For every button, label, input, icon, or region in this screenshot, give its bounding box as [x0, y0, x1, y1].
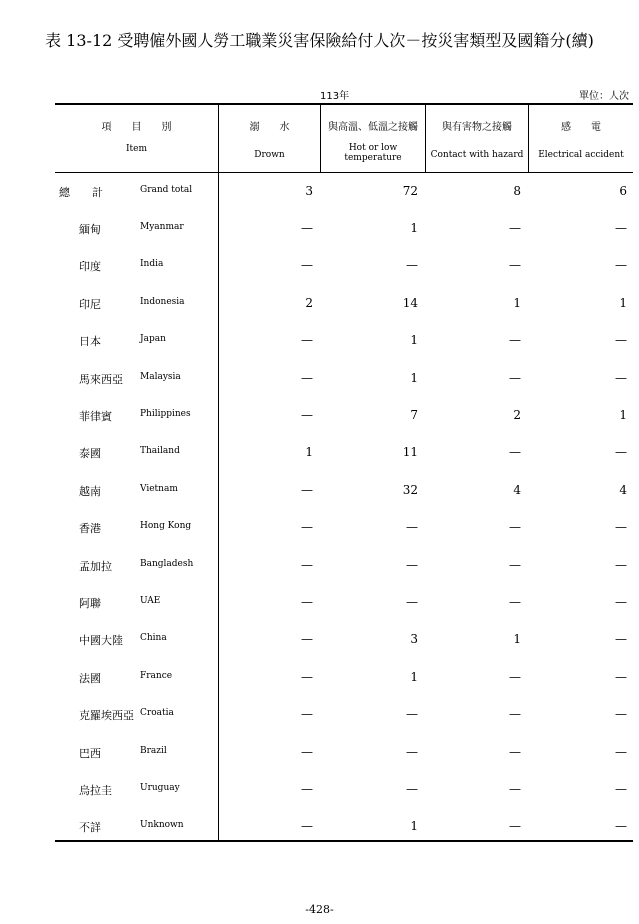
- cell-temperature: —: [406, 782, 418, 796]
- unit-label: 單位：人次: [579, 91, 629, 102]
- cell-hazard: —: [509, 819, 521, 834]
- header-bottom-rule: [55, 172, 633, 173]
- row-label-zh: 法國: [79, 671, 101, 685]
- header-drown-zh: 溺 水: [249, 122, 290, 133]
- cell-drown: —: [301, 482, 313, 497]
- header-temperature-en: Hot or low temperature: [344, 143, 402, 163]
- cell-drown: —: [301, 632, 313, 647]
- cell-electrical: —: [615, 370, 627, 385]
- row-label-zh: 日本: [79, 335, 101, 349]
- table-row: [55, 330, 633, 350]
- header-electrical-zh: 感 電: [561, 122, 601, 133]
- cell-hazard: —: [509, 744, 521, 759]
- cell-temperature: 1: [410, 819, 418, 834]
- cell-drown: —: [301, 370, 313, 385]
- row-label-en: Indonesia: [140, 296, 185, 307]
- cell-temperature: 1: [410, 370, 418, 385]
- cell-hazard: —: [509, 669, 521, 684]
- table-row: [55, 442, 633, 462]
- row-label-zh: 克羅埃西亞: [79, 709, 134, 723]
- table-row: [55, 629, 633, 649]
- page-number: -428-: [305, 903, 334, 916]
- page-title: 表 13-12 受聘僱外國人勞工職業災害保險給付人次－按災害類型及國籍分(續): [45, 31, 594, 50]
- table-row: [55, 704, 633, 724]
- cell-temperature: —: [406, 707, 418, 722]
- cell-temperature: 14: [402, 295, 418, 310]
- cell-electrical: —: [615, 819, 627, 834]
- row-label-zh: 泰國: [79, 447, 101, 461]
- cell-hazard: —: [509, 520, 521, 535]
- cell-electrical: —: [615, 258, 627, 273]
- cell-electrical: —: [615, 707, 627, 722]
- table-row: [55, 255, 633, 275]
- row-label-zh: 烏拉圭: [79, 784, 112, 797]
- row-label-en: Unknown: [140, 820, 184, 831]
- row-label-en: Uruguay: [140, 783, 180, 793]
- cell-hazard: —: [509, 370, 521, 385]
- cell-temperature: —: [406, 557, 418, 572]
- row-label-en: Croatia: [140, 708, 174, 719]
- row-label-zh: 香港: [79, 522, 101, 536]
- row-label-en: Malaysia: [140, 371, 181, 382]
- header-hazard: [426, 122, 528, 160]
- cell-hazard: —: [509, 707, 521, 722]
- row-label-zh: 印度: [79, 260, 101, 274]
- cell-temperature: 1: [410, 669, 418, 684]
- cell-temperature: 1: [410, 221, 418, 235]
- cell-drown: —: [301, 595, 313, 609]
- cell-temperature: —: [406, 520, 418, 535]
- total-hazard: 8: [513, 184, 521, 198]
- cell-temperature: 3: [410, 632, 418, 647]
- row-label-en: Thailand: [140, 446, 180, 457]
- cell-hazard: 1: [513, 632, 521, 647]
- table-bottom-rule: [55, 840, 633, 842]
- cell-electrical: —: [615, 557, 627, 572]
- row-label-en: France: [140, 670, 173, 681]
- column-divider-1: [218, 104, 219, 841]
- header-hazard-en: Contact with hazard: [430, 150, 524, 160]
- cell-drown: —: [301, 258, 313, 273]
- cell-hazard: —: [509, 445, 521, 460]
- cell-drown: —: [301, 707, 313, 722]
- cell-electrical: 1: [619, 295, 627, 310]
- row-label-en: Bangladesh: [140, 558, 194, 569]
- cell-electrical: —: [615, 221, 627, 235]
- table-row: [55, 816, 633, 836]
- cell-hazard: —: [509, 258, 521, 273]
- cell-electrical: —: [615, 632, 627, 647]
- cell-hazard: 2: [513, 408, 521, 422]
- cell-drown: —: [301, 333, 313, 348]
- cell-drown: —: [301, 520, 313, 535]
- cell-drown: —: [301, 744, 313, 759]
- row-label-zh: 越南: [79, 484, 101, 498]
- header-temperature: [321, 122, 425, 163]
- cell-electrical: —: [615, 744, 627, 759]
- header-item: [55, 122, 218, 154]
- row-label-zh: 印尼: [79, 297, 101, 311]
- table-row-total: [55, 181, 633, 201]
- table-top-rule: [55, 103, 633, 105]
- cell-drown: —: [301, 782, 313, 796]
- row-label-zh: 阿聯: [79, 597, 101, 610]
- table-row: [55, 742, 633, 762]
- table-row: [55, 293, 633, 313]
- cell-electrical: —: [615, 782, 627, 796]
- cell-electrical: —: [615, 595, 627, 609]
- row-label-zh: 孟加拉: [79, 559, 112, 573]
- header-hazard-zh: 與有害物之接觸: [442, 122, 512, 133]
- cell-hazard: —: [509, 221, 521, 235]
- cell-temperature: —: [406, 258, 418, 273]
- table-row: [55, 405, 633, 425]
- cell-electrical: —: [615, 333, 627, 348]
- header-item-en: Item: [125, 144, 148, 154]
- total-electrical: 6: [619, 184, 627, 198]
- cell-temperature: —: [406, 595, 418, 609]
- cell-electrical: —: [615, 445, 627, 460]
- row-label-en: Japan: [140, 334, 166, 345]
- cell-hazard: —: [509, 333, 521, 348]
- cell-electrical: 4: [619, 482, 627, 497]
- total-drown: 3: [305, 184, 313, 198]
- header-drown: [219, 122, 320, 160]
- header-temperature-zh: 與高溫、低溫之接觸: [328, 122, 418, 133]
- cell-hazard: 1: [513, 295, 521, 310]
- row-label-en: Brazil: [140, 745, 167, 756]
- total-label-en: Grand total: [140, 185, 193, 195]
- cell-electrical: —: [615, 669, 627, 684]
- row-label-en: China: [140, 633, 167, 644]
- row-label-zh: 不詳: [79, 821, 101, 835]
- cell-drown: —: [301, 408, 313, 422]
- cell-temperature: 11: [402, 445, 418, 460]
- cell-hazard: —: [509, 557, 521, 572]
- cell-hazard: —: [509, 595, 521, 609]
- cell-drown: 2: [305, 295, 313, 310]
- table-row: [55, 218, 633, 238]
- cell-temperature: 7: [410, 408, 418, 422]
- table-row: [55, 779, 633, 799]
- header-electrical-en: Electrical accident: [538, 150, 624, 160]
- header-item-zh: 項 目 別: [101, 122, 172, 133]
- row-label-zh: 巴西: [79, 746, 101, 760]
- table-row: [55, 592, 633, 612]
- total-temperature: 72: [402, 184, 418, 198]
- row-label-zh: 馬來西亞: [79, 372, 123, 386]
- row-label-en: Hong Kong: [140, 521, 192, 532]
- row-label-en: Myanmar: [140, 222, 184, 232]
- cell-electrical: —: [615, 520, 627, 535]
- row-label-zh: 菲律賓: [79, 410, 112, 423]
- cell-electrical: 1: [619, 408, 627, 422]
- cell-drown: —: [301, 557, 313, 572]
- cell-drown: 1: [305, 445, 313, 460]
- row-label-en: Vietnam: [140, 483, 178, 494]
- header-electrical: [529, 122, 633, 160]
- cell-hazard: —: [509, 782, 521, 796]
- header-drown-en: Drown: [254, 150, 285, 160]
- table-row: [55, 368, 633, 388]
- row-label-zh: 緬甸: [79, 223, 101, 236]
- table-row: [55, 555, 633, 575]
- cell-temperature: 1: [410, 333, 418, 348]
- table-row: [55, 480, 633, 500]
- cell-drown: —: [301, 819, 313, 834]
- total-label-zh: 總 計: [59, 186, 103, 199]
- cell-temperature: —: [406, 744, 418, 759]
- table-row: [55, 667, 633, 687]
- row-label-en: UAE: [140, 596, 161, 606]
- row-label-en: India: [140, 259, 164, 270]
- cell-drown: —: [301, 669, 313, 684]
- year-label: 113年: [320, 91, 350, 102]
- row-label-zh: 中國大陸: [79, 634, 123, 648]
- cell-drown: —: [301, 221, 313, 235]
- table-row: [55, 517, 633, 537]
- row-label-en: Philippines: [140, 409, 191, 419]
- cell-hazard: 4: [513, 482, 521, 497]
- cell-temperature: 32: [402, 482, 418, 497]
